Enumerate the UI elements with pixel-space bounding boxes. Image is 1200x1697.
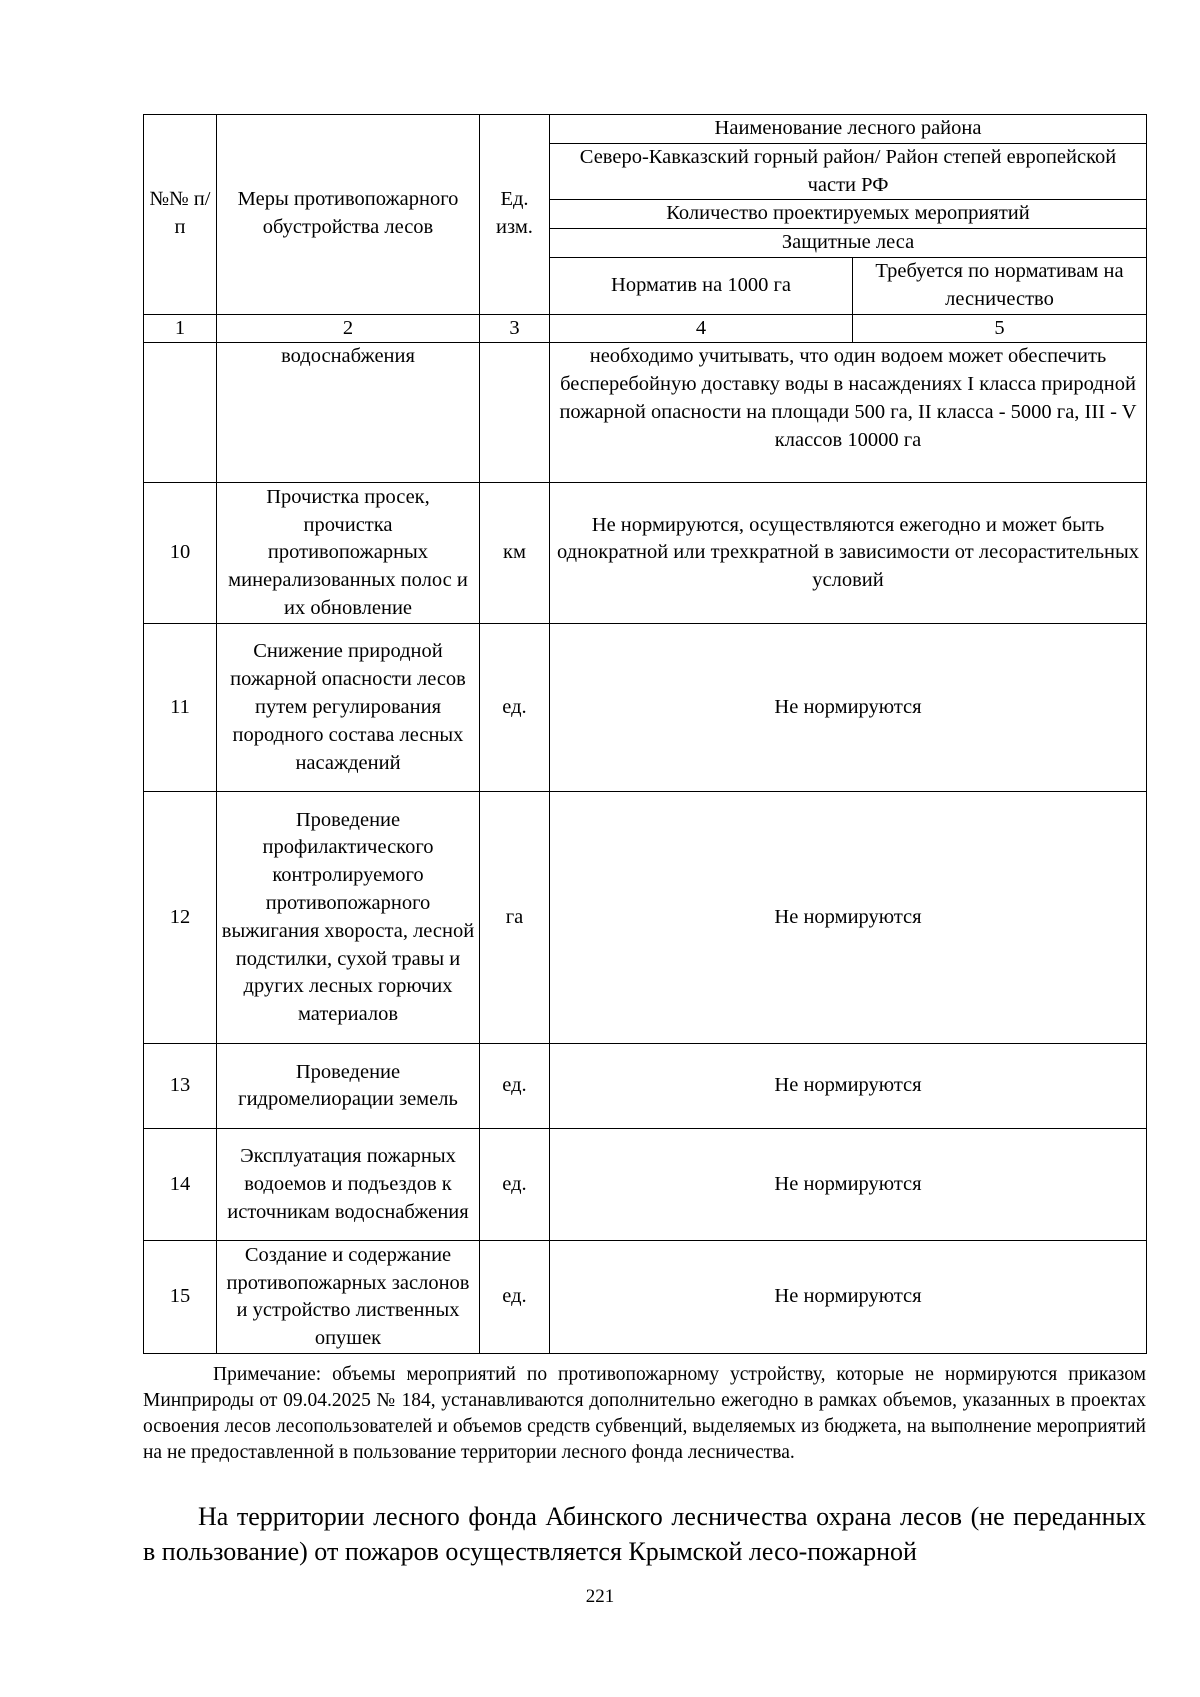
column-number: 3 — [480, 314, 550, 343]
header-norm-per-1000: Норматив на 1000 га — [550, 257, 853, 314]
row-unit: ед. — [480, 624, 550, 792]
row-value: необходимо учитывать, что один водоем может обеспечить бесперебойную доставку воды в насаждениях I класса природной пожарной опасности на площади 500 га, II класса - 5000 га, III - V классов 10000 га — [550, 343, 1147, 483]
row-unit: га — [480, 792, 550, 1044]
column-number: 4 — [550, 314, 853, 343]
row-measure: Прочистка просек, прочистка противопожарных минерализованных полос и их обновление — [217, 483, 480, 624]
table-row — [144, 1044, 1147, 1129]
body-paragraph: На территории лесного фонда Абинского лесничества охрана лесов (не переданных в пользование) от пожаров осуществляется Крымской лесо-пожарной — [143, 1502, 1146, 1566]
row-value: Не нормируются — [550, 1044, 1147, 1129]
row-measure: Проведение гидромелиорации земель — [217, 1044, 480, 1129]
row-measure: Эксплуатация пожарных водоемов и подъездов к источникам водоснабжения — [217, 1129, 480, 1241]
header-district-name: Северо-Кавказский горный район/ Район степей европейской части РФ — [550, 143, 1147, 200]
row-num: 15 — [144, 1241, 217, 1354]
column-number: 5 — [853, 314, 1147, 343]
table-row — [144, 483, 1147, 624]
header-measures: Меры противопожарного обустройства лесов — [217, 115, 480, 315]
row-unit — [480, 343, 550, 483]
row-unit: ед. — [480, 1129, 550, 1241]
row-value: Не нормируются — [550, 1241, 1147, 1354]
table-row — [144, 1129, 1147, 1241]
fire-measures-table — [143, 114, 1147, 1354]
column-number: 1 — [144, 314, 217, 343]
row-unit: км — [480, 483, 550, 624]
header-quantity-caption: Количество проектируемых мероприятий — [550, 200, 1147, 229]
row-measure: Создание и содержание противопожарных заслонов и устройство лиственных опушек — [217, 1241, 480, 1354]
row-num: 10 — [144, 483, 217, 624]
table-row — [144, 792, 1147, 1044]
column-number-row — [144, 314, 1147, 343]
row-value: Не нормируются, осуществляются ежегодно и может быть однократной или трехкратной в зависимости от лесорастительных условий — [550, 483, 1147, 624]
row-value: Не нормируются — [550, 792, 1147, 1044]
header-district-caption: Наименование лесного района — [550, 115, 1147, 144]
row-num — [144, 343, 217, 483]
row-num: 13 — [144, 1044, 217, 1129]
header-required-per-forestry: Требуется по нормативам на лесничество — [853, 257, 1147, 314]
header-num: №№ п/п — [144, 115, 217, 315]
row-num: 14 — [144, 1129, 217, 1241]
row-num: 11 — [144, 624, 217, 792]
row-measure: водоснабжения — [217, 343, 480, 483]
page-number: 221 — [585, 1586, 615, 1607]
row-num: 12 — [144, 792, 217, 1044]
header-unit: Ед. изм. — [480, 115, 550, 315]
row-unit: ед. — [480, 1044, 550, 1129]
table-row — [144, 1241, 1147, 1354]
column-number: 2 — [217, 314, 480, 343]
row-value: Не нормируются — [550, 624, 1147, 792]
row-measure: Снижение природной пожарной опасности лесов путем регулирования породного состава лесных насаждений — [217, 624, 480, 792]
table-note: Примечание: объемы мероприятий по противопожарному устройству, которые не нормируются приказом Минприроды от 09.04.2025 № 184, устанавливаются дополнительно ежегодно в рамках объемов, указанных в проектах освоения лесов лесопользователей и объемов средств субвенций, выделяемых из бюджета, на выполнение мероприятий на не предоставленной в пользование территории лесного фонда лесничества. — [143, 1364, 1146, 1463]
row-measure: Проведение профилактического контролируемого противопожарного выжигания хвороста, лесной подстилки, сухой травы и других лесных горючих материалов — [217, 792, 480, 1044]
row-unit: ед. — [480, 1241, 550, 1354]
row-value: Не нормируются — [550, 1129, 1147, 1241]
table-row — [144, 343, 1147, 483]
header-forest-category: Защитные леса — [550, 229, 1147, 258]
table-row — [144, 624, 1147, 792]
